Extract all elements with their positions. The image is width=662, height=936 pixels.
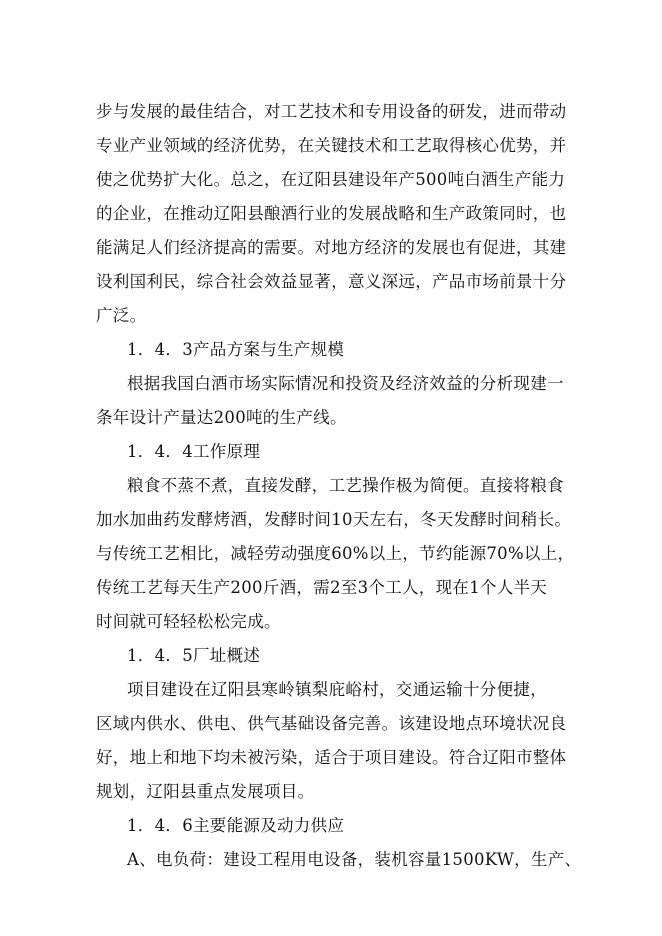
paragraph-line: 的企业，在推动辽阳县酿酒行业的发展战略和生产政策同时，也 [96,204,567,223]
paragraph-line: 广泛。 [96,306,147,325]
paragraph-line: 时间就可轻轻松松完成。 [96,612,281,631]
paragraph-line: 项目建设在辽阳县寒岭镇梨庇峪村，交通运输十分便捷， [127,680,547,699]
section-heading: 1．4．4工作原理 [127,442,261,461]
paragraph-line: 区域内供水、供电、供气基础设备完善。该建设地点环境状况良 [96,714,567,733]
paragraph-line: 根据我国白酒市场实际情况和投资及经济效益的分析现建一 [127,374,564,393]
paragraph-line: 能满足人们经济提高的需要。对地方经济的发展也有促进，其建 [96,238,567,257]
section-heading: 1．4．5厂址概述 [127,646,261,665]
paragraph-line: A、电负荷：建设工程用电设备，装机容量1500KW，生产、 [127,850,582,869]
paragraph-line: 设利国利民，综合社会效益显著，意义深远，产品市场前景十分 [96,272,567,291]
paragraph-line: 与传统工艺相比，减轻劳动强度60%以上，节约能源70%以上， [96,544,575,563]
paragraph-line: 粮食不蒸不煮，直接发酵，工艺操作极为简便。直接将粮食 [127,476,564,495]
paragraph-line: 步与发展的最佳结合，对工艺技术和专用设备的研发，进而带动 [96,102,567,121]
section-heading: 1．4．3产品方案与生产规模 [127,340,345,359]
paragraph-line: 条年设计产量达200吨的生产线。 [96,408,347,427]
paragraph-line: 使之优势扩大化。总之，在辽阳县建设年产500吨白酒生产能力 [96,170,566,189]
paragraph-line: 好，地上和地下均未被污染，适合于项目建设。符合辽阳市整体 [96,748,567,767]
section-heading: 1．4．6主要能源及动力供应 [127,816,345,835]
paragraph-line: 规划，辽阳县重点发展项目。 [96,782,315,801]
paragraph-line: 专业产业领域的经济优势，在关键技术和工艺取得核心优势，并 [96,136,567,155]
paragraph-line: 加水加曲药发酵烤酒，发酵时间10天左右，冬天发酵时间稍长。 [96,510,572,529]
paragraph-line: 传统工艺每天生产200斤酒，需2至3个工人，现在1个人半天 [96,578,548,597]
